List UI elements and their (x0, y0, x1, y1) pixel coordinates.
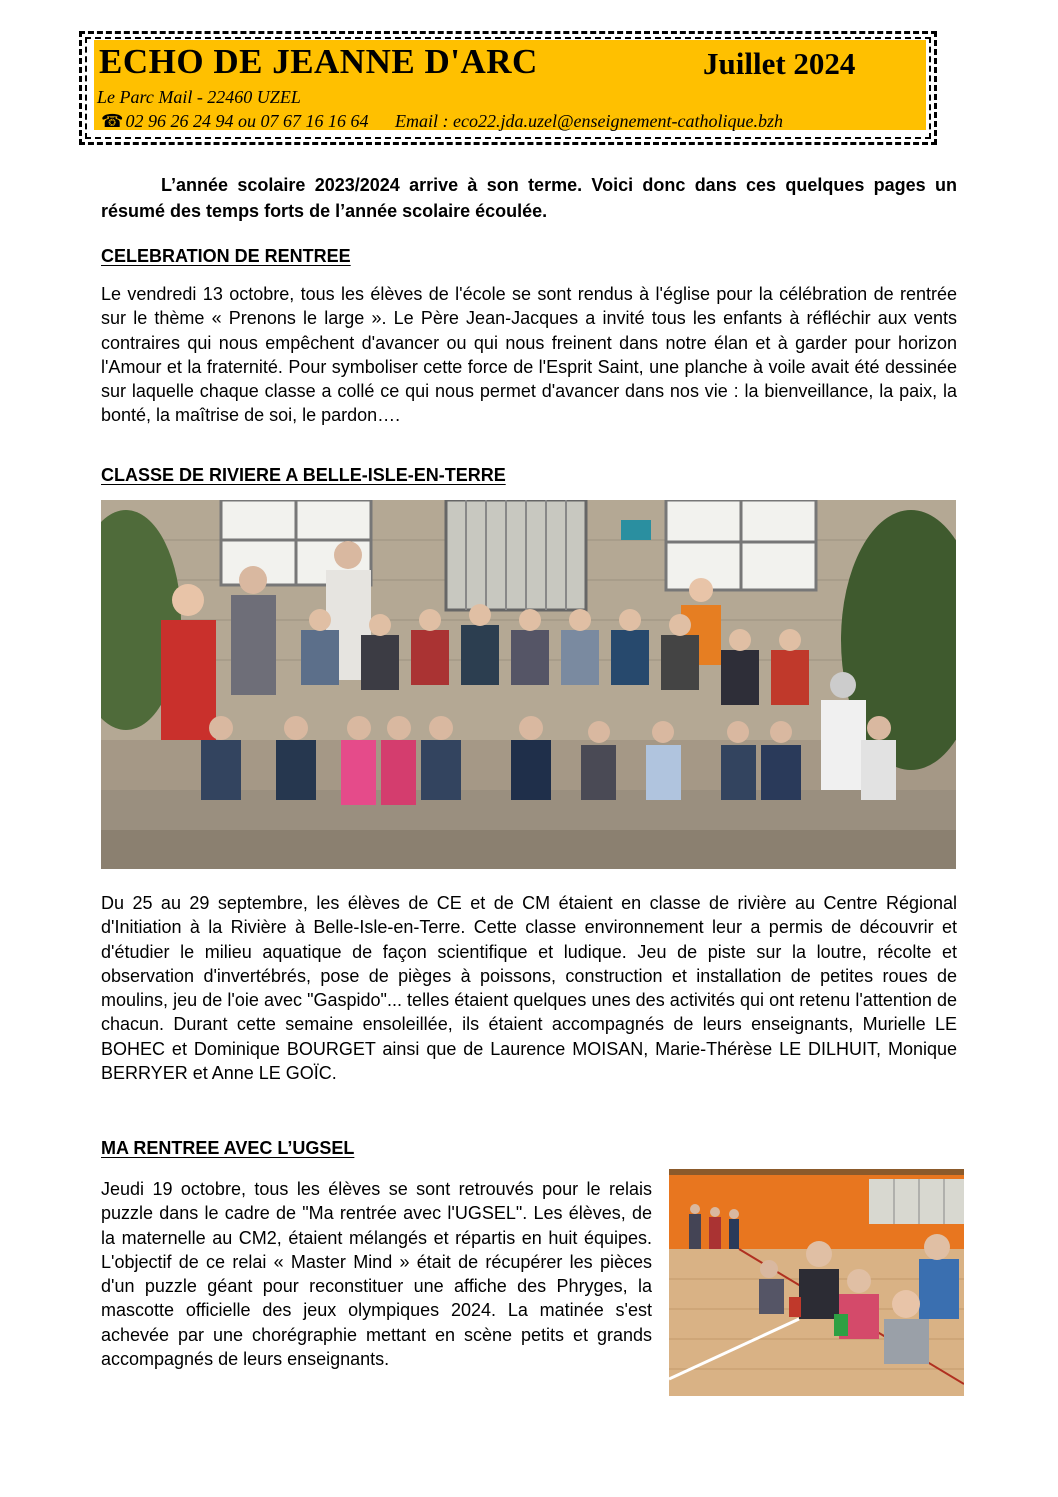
class-group-photo (101, 500, 956, 869)
newsletter-title: ECHO DE JEANNE D'ARC (99, 42, 538, 81)
ugsel-gym-photo (669, 1169, 964, 1396)
section-heading-ugsel: MA RENTREE AVEC L’UGSEL (101, 1138, 355, 1158)
phone-numbers: 02 96 26 24 94 ou 07 67 16 16 64 (125, 111, 369, 131)
school-address: Le Parc Mail - 22460 UZEL (97, 87, 301, 107)
email-address[interactable]: Email : eco22.jda.uzel@enseignement-catholique.bzh (395, 111, 783, 131)
section-text-celebration: Le vendredi 13 octobre, tous les élèves de l'école se sont rendus à l'église pour la célébration de rentrée sur le thème « Prenons le large ». Le Père Jean-Jacques a invité tous les enfants à réfléchir aux vents contraires qui nous empêchent d'avancer ou qui nous freinent dans notre élan et à garder pour horizon l'Amour et la fraternité. Pour symboliser cette force de l'Esprit Saint, une planche à voile avait été dessinée sur laquelle chaque classe a collé ce qui nous permet d'avancer dans nos vie : la bienveillance, la paix, la bonté, la maîtrise de soi, le pardon…. (101, 284, 957, 426)
intro-paragraph: L’année scolaire 2023/2024 arrive à son terme. Voici donc dans ces quelques pages un résumé des temps forts de l’année scolaire écoulée. (101, 175, 957, 221)
section-heading-classe-riviere: CLASSE DE RIVIERE A BELLE-ISLE-EN-TERRE (101, 465, 506, 485)
section-heading-celebration: CELEBRATION DE RENTREE (101, 246, 351, 266)
contact-line (101, 111, 783, 132)
issue-date: Juillet 2024 (703, 46, 856, 81)
section-text-ugsel: Jeudi 19 octobre, tous les élèves se sont retrouvés pour le relais puzzle dans le cadre de "Ma rentrée avec l'UGSEL". Les élèves, de la maternelle au CM2, étaient mélangés et répartis en huit équipes. L'objectif de ce relai « Master Mind » était de récupérer les pièces d'un puzzle géant pour reconstituer une affiche des Phryges, la mascotte officielle des jeux olympiques 2024. La matinée s'est achevée par une chorégraphie mettant en scène petits et grands accompagnés de leurs enseignants. (101, 1179, 652, 1370)
section-text-classe-riviere: Du 25 au 29 septembre, les élèves de CE et de CM étaient en classe de rivière au Centre Régional d'Initiation à la Rivière à Belle-Isle-en-Terre. Cette classe environnement leur a permis de découvrir et d'étudier le milieu aquatique de façon scientifique et ludique. Jeu de piste sur la loutre, récolte et observation d'invertébrés, pose de pièges à poissons, construction et installation de petites roues de moulins, jeu de l'oie avec "Gaspido"... telles étaient quelques unes des activités qui ont retenu l'attention de chacun. Durant cette semaine ensoleillée, ils étaient accompagnés de leurs enseignants, Murielle LE BOHEC et Dominique BOURGET ainsi que de Laurence MOISAN, Marie-Thérèse LE DILHUIT, Monique BERRYER et Anne LE GOÏC. (101, 893, 957, 1084)
phone-icon: ☎ (101, 111, 124, 131)
